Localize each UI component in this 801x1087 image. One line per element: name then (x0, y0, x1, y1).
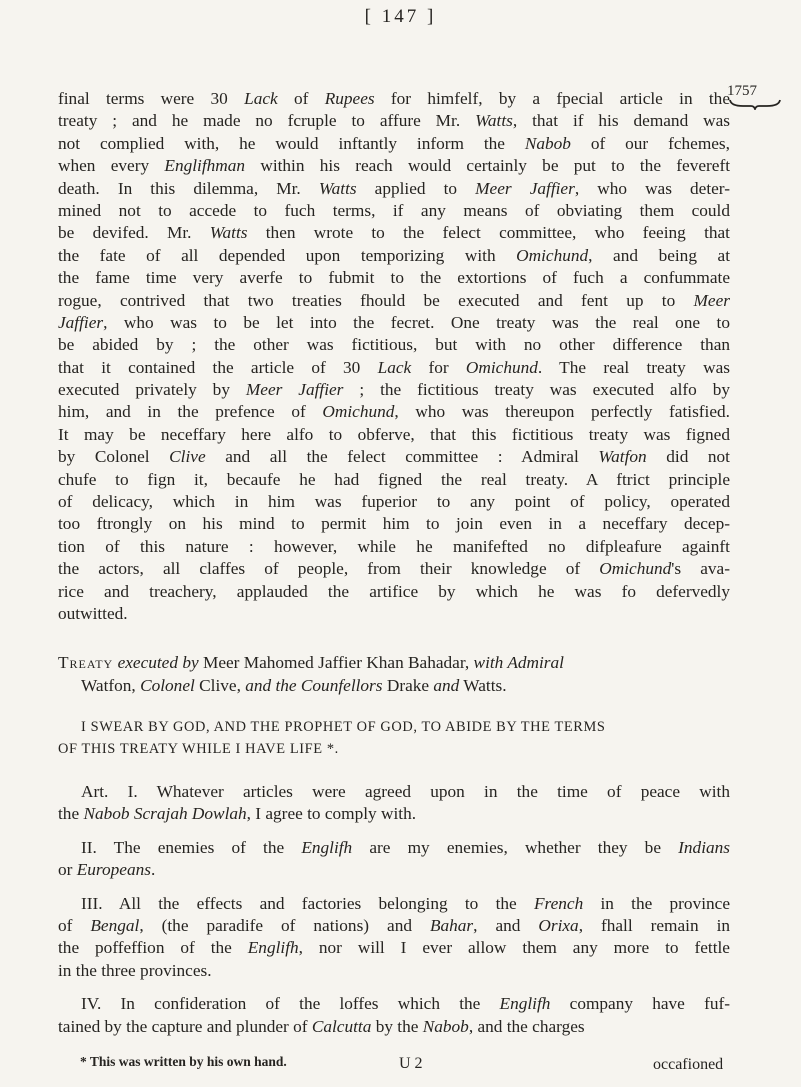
text-line (58, 245, 730, 267)
text-segment: Rupees (324, 89, 375, 108)
text-segment: Europeans (76, 860, 151, 880)
text-line (58, 200, 730, 222)
text-segment: be abided by ; the other was fictitious, but with no other difference than (58, 335, 730, 355)
text-line (58, 334, 730, 356)
text-segment: Bahar (429, 915, 474, 935)
text-segment: Watts (318, 178, 357, 198)
catchword: occafioned (653, 1056, 724, 1073)
text-line (58, 1016, 730, 1038)
text-segment: Clive (169, 447, 206, 467)
text-segment: Treaty (58, 653, 114, 672)
text-segment: for (411, 357, 466, 377)
text-segment: not complied with, he would inftantly inform the (58, 133, 525, 153)
treaty-article (58, 893, 730, 983)
text-segment: Watfon, (81, 676, 141, 695)
text-segment: applied to (356, 178, 476, 198)
text-segment: IV. In confideration of the loffes which the (81, 994, 500, 1014)
text-line (58, 88, 730, 110)
text-segment: II. The enemies of the (81, 837, 302, 857)
text-segment: Meer Mahomed Jaffier Khan Bahadar, (198, 653, 474, 672)
body-text (58, 88, 730, 625)
text-segment: within his reach would certainly be put to the fevereft (245, 156, 730, 176)
text-segment: , and the charges (468, 1016, 585, 1036)
text-segment: in the province (583, 893, 730, 913)
text-segment: Englifh (247, 938, 299, 958)
text-line (58, 803, 730, 825)
text-segment: the (58, 804, 84, 824)
text-line (58, 110, 730, 132)
text-line (58, 536, 730, 558)
text-segment: Watfon (598, 447, 647, 467)
text-segment: , and being at (588, 245, 730, 265)
text-segment: chufe to fign it, becaufe he had figned the real treaty. A ftrict principle (58, 469, 730, 489)
text-segment: Englifhman (164, 156, 246, 176)
articles (58, 781, 730, 1038)
text-segment: did not (646, 447, 730, 467)
text-line (58, 379, 730, 401)
margin-year: 1757 (727, 83, 757, 99)
text-segment: final terms were 30 (58, 89, 245, 108)
footnote: * This was written by his own hand. (80, 1054, 287, 1069)
text-segment: Clive, (194, 676, 246, 695)
text-line (58, 513, 730, 535)
text-line (58, 837, 730, 859)
text-segment: , fhall remain in (578, 915, 731, 935)
text-line (58, 290, 730, 312)
text-segment: Jaffier (58, 312, 104, 332)
text-segment: Calcutta (311, 1016, 372, 1036)
text-segment: Englifh (499, 994, 551, 1014)
text-segment: executed by (117, 653, 199, 672)
text-segment: rogue, contrived that two treaties fhould be executed and fent up to (58, 290, 694, 310)
text-line (58, 155, 730, 177)
text-segment: the poffeffion of the (58, 938, 248, 958)
text-segment: are my enemies, whether they be (352, 837, 679, 857)
text-segment: treaty ; and he made no fcruple to affure Mr. (58, 111, 476, 131)
text-segment: Omichund (516, 245, 589, 265)
article-gap (58, 826, 730, 837)
text-line (58, 312, 730, 334)
text-line (58, 893, 730, 915)
text-line (58, 558, 730, 580)
text-segment: , who was deter- (574, 178, 730, 198)
text-segment: Omichund (599, 559, 672, 579)
text-line (58, 960, 730, 982)
text-segment: , nor will I ever allow them any more to fettle (298, 938, 730, 958)
oath-line-2: OF THIS TREATY WHILE I HAVE LIFE *. (58, 741, 339, 757)
text-segment: It may be neceffary here alfo to obferve, that this fictitious treaty was figned (58, 424, 730, 444)
signature-mark: U 2 (399, 1055, 423, 1072)
text-segment: , that if his demand was (512, 111, 731, 131)
text-segment: Nabob Scrajah Dowlah (83, 804, 247, 824)
text-segment: with Admiral (473, 653, 564, 672)
text-segment: , I agree to comply with. (246, 804, 417, 824)
text-segment: Meer (693, 290, 730, 310)
text-segment: him, and in the prefence of (58, 402, 323, 422)
text-segment: outwitted. (58, 603, 128, 623)
text-segment: ; the fictitious treaty was executed alfo by (343, 380, 730, 400)
text-line (58, 581, 730, 603)
text-segment: , who was to be let into the fecret. One treaty was the real one to (103, 312, 730, 332)
text-segment: death. In this dilemma, Mr. (58, 178, 319, 198)
text-segment: executed privately by (58, 380, 246, 400)
treaty-article (58, 781, 730, 826)
treaty-article (58, 993, 730, 1038)
text-segment: Watts (209, 223, 248, 243)
article-gap (58, 882, 730, 893)
text-line (58, 133, 730, 155)
treaty-heading (58, 651, 730, 697)
text-segment: Meer Jaffier (475, 178, 575, 198)
text-segment: by the (371, 1016, 423, 1036)
text-segment: of delicacy, which in him was fuperior to any point of policy, operated (58, 492, 730, 512)
text-segment: tained by the capture and plunder of (58, 1016, 312, 1036)
text-segment: be devifed. Mr. (58, 223, 210, 243)
text-segment: the fame time very averfe to fubmit to the extortions of fuch a confummate (58, 268, 730, 288)
text-segment: Lack (377, 357, 412, 377)
text-segment: , and (473, 915, 539, 935)
text-segment: mined not to accede to fuch terms, if any means of obviating them could (58, 200, 730, 220)
text-segment: Nabob (524, 133, 571, 153)
text-line (58, 859, 730, 881)
text-line (58, 993, 730, 1015)
text-segment: that it contained the article of 30 (58, 357, 378, 377)
text-segment: and all the felect committee : Admiral (205, 447, 599, 467)
text-segment: rice and treachery, applauded the artifice by which he was fo defervedly (58, 581, 730, 601)
margin-brace (729, 98, 781, 110)
text-segment: too ftrongly on his mind to permit him to join even in a neceffary decep- (58, 514, 730, 534)
text-segment: Watts (475, 111, 513, 131)
text-segment: of (277, 89, 325, 108)
text-segment: when every (58, 156, 165, 176)
text-line (58, 469, 730, 491)
oath-line-1: I SWEAR BY GOD, AND THE PROPHET OF GOD, TO ABIDE BY THE TERMS (81, 719, 606, 735)
page-number: [ 147 ] (364, 6, 437, 27)
text-segment: by Colonel (58, 447, 170, 467)
text-segment: the actors, all claffes of people, from their knowledge of (58, 559, 600, 579)
text-line (58, 937, 730, 959)
text-segment: and (433, 676, 460, 695)
treaty-heading-line-1 (58, 651, 730, 674)
text-segment: Indians (678, 837, 730, 857)
text-segment: Art. I. Whatever articles were agreed upon in the time of peace with (81, 782, 730, 801)
text-segment: III. All the effects and factories belonging to the (81, 893, 534, 913)
text-segment: French (533, 893, 584, 913)
text-line (58, 781, 730, 803)
text-segment: 's ava- (671, 559, 730, 579)
article-gap (58, 982, 730, 993)
text-segment: Nabob (422, 1016, 469, 1036)
text-line (58, 915, 730, 937)
oath (58, 716, 730, 760)
treaty-article (58, 837, 730, 882)
text-segment: for himfelf, by a fpecial article in the (374, 89, 730, 108)
text-segment: company have fuf- (550, 994, 730, 1014)
text-segment: Bengal (90, 915, 140, 935)
text-segment: and the Counfellors (245, 676, 383, 695)
text-line (58, 424, 730, 446)
text-segment: Drake (382, 676, 434, 695)
text-segment: or (58, 860, 77, 880)
text-line (58, 178, 730, 200)
text-segment: Omichund (465, 357, 538, 377)
text-segment: . The real treaty was (537, 357, 730, 377)
text-line (58, 491, 730, 513)
text-segment: Lack (244, 89, 278, 108)
treaty-heading-line-2 (58, 674, 730, 697)
text-segment: Watts. (459, 676, 507, 695)
text-segment: Colonel (140, 676, 195, 695)
text-segment: , who was thereupon perfectly fatisfied. (394, 402, 730, 422)
text-line (58, 446, 730, 468)
text-segment: Omichund (322, 402, 395, 422)
text-line (58, 603, 730, 625)
text-segment: the fate of all depended upon temporizing with (58, 245, 517, 265)
text-line (58, 401, 730, 423)
text-line (58, 267, 730, 289)
text-line (58, 357, 730, 379)
text-segment: then wrote to the felect committee, who feeing that (247, 223, 730, 243)
text-segment: Englifh (301, 837, 353, 857)
text-segment: tion of this nature : however, while he manifefted no difpleafure againft (58, 536, 730, 556)
text-segment: in the three provinces. (58, 960, 212, 980)
text-segment: Orixa (538, 915, 579, 935)
text-line (58, 222, 730, 244)
text-segment: of our fchemes, (570, 133, 730, 153)
text-segment: of (58, 915, 91, 935)
text-segment: Meer Jaffier (245, 380, 344, 400)
text-segment: . (150, 860, 156, 880)
text-segment: , (the paradife of nations) and (139, 915, 430, 935)
